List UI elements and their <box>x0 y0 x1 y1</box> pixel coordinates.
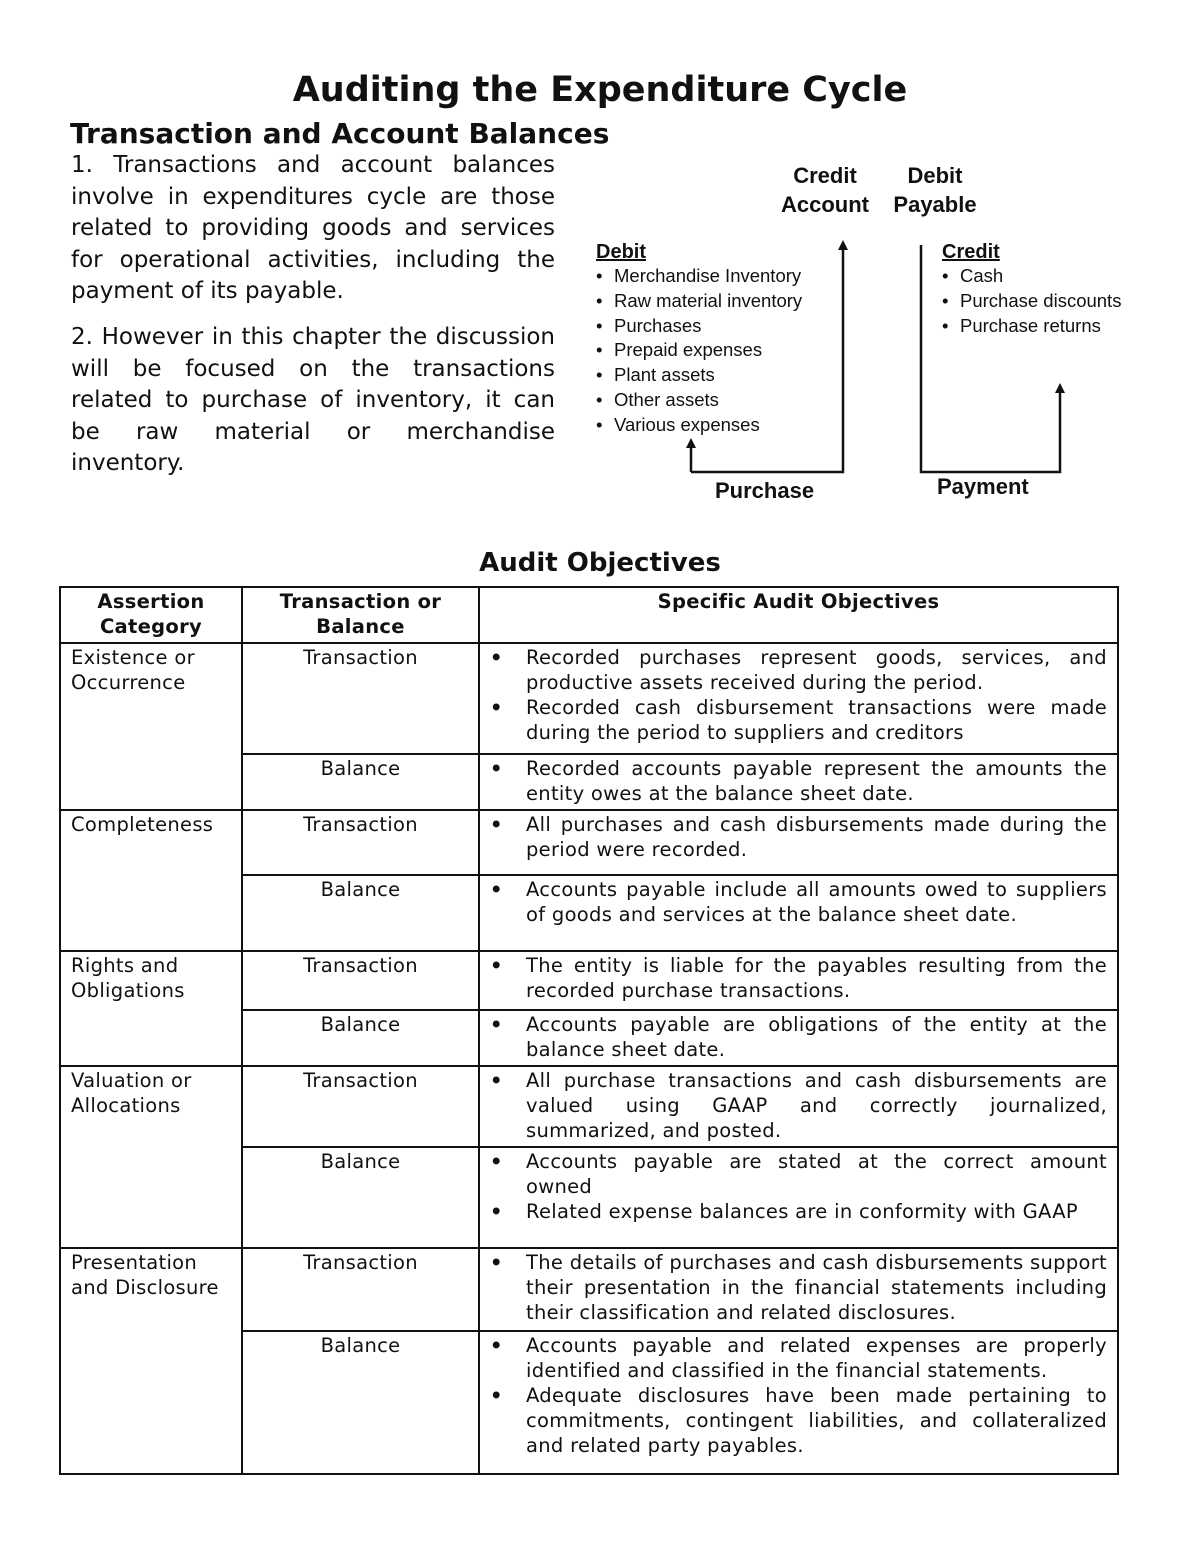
table-row <box>60 810 1118 875</box>
table-header-row <box>60 587 1118 643</box>
debit-item: • Various expenses <box>596 413 802 438</box>
table-row <box>60 1248 1118 1331</box>
credit-title: Credit <box>942 241 1000 263</box>
objective-item: • All purchases and cash disbursements made during the period were recorded. <box>490 812 1107 862</box>
objectives-cell <box>479 1331 1118 1474</box>
objectives-cell <box>479 754 1118 810</box>
objective-item: • Accounts payable are obligations of the entity at the balance sheet date. <box>490 1012 1107 1062</box>
credit-item: • Cash <box>942 264 1121 289</box>
objectives-cell <box>479 951 1118 1010</box>
debit-payable-label <box>885 161 985 219</box>
objectives-cell <box>479 1066 1118 1147</box>
type-cell: Balance <box>242 754 479 810</box>
objective-item: • Accounts payable and related expenses are properly identified and classified in the financial statements. <box>490 1333 1107 1383</box>
paragraph-1: 1. Transactions and account balances involve in expenditures cycle are those related to providing goods and services for operational activities, including the payment of its payable. <box>71 152 555 304</box>
header-specific-objectives: Specific Audit Objectives <box>479 587 1118 643</box>
objective-item: • Recorded accounts payable represent the amounts the entity owes at the balance sheet date. <box>490 756 1107 806</box>
type-cell: Transaction <box>242 1066 479 1147</box>
objective-item: • Accounts payable are stated at the correct amount owned <box>490 1149 1107 1199</box>
credit-account-line-2: Account <box>781 192 869 217</box>
type-cell: Balance <box>242 1147 479 1248</box>
table-row <box>60 643 1118 754</box>
objective-item: • The details of purchases and cash disbursements support their presentation in the financial statements including their classification and related disclosures. <box>490 1250 1107 1325</box>
credit-item: • Purchase returns <box>942 314 1121 339</box>
expenditure-flow-diagram <box>585 155 1160 515</box>
objective-item: • The entity is liable for the payables resulting from the recorded purchase transactions. <box>490 953 1107 1003</box>
objective-item: • Recorded cash disbursement transactions were made during the period to suppliers and creditors <box>490 695 1107 745</box>
objective-item: • All purchase transactions and cash disbursements are valued using GAAP and correctly journalized, summarized, and posted. <box>490 1068 1107 1143</box>
header-assertion-category: Assertion Category <box>60 587 242 643</box>
objective-item: • Accounts payable include all amounts owed to suppliers of goods and services at the balance sheet date. <box>490 877 1107 927</box>
table-row <box>60 1066 1118 1147</box>
page-title: Auditing the Expenditure Cycle <box>292 70 908 110</box>
type-cell: Transaction <box>242 951 479 1010</box>
debit-title: Debit <box>596 241 646 263</box>
objective-item: • Adequate disclosures have been made pertaining to commitments, contingent liabilities, and collateralized and related party payables. <box>490 1383 1107 1458</box>
section-heading-balances: Transaction and Account Balances <box>70 117 610 150</box>
credit-account-label <box>775 161 875 219</box>
objectives-cell <box>479 1147 1118 1248</box>
assertion-category-cell: Completeness <box>60 810 242 951</box>
paragraph-2: 2. However in this chapter the discussion will be focused on the transactions related to purchase of inventory, it can be raw material or merchandise inventory. <box>71 324 555 476</box>
debit-item: • Other assets <box>596 388 802 413</box>
type-cell: Transaction <box>242 810 479 875</box>
credit-account-line-1: Credit <box>793 163 857 188</box>
type-cell: Balance <box>242 1331 479 1474</box>
assertion-category-cell: Existence or Occurrence <box>60 643 242 810</box>
assertion-category-cell: Valuation or Allocations <box>60 1066 242 1248</box>
debit-payable-line-1: Debit <box>907 163 963 188</box>
objective-item: • Recorded purchases represent goods, services, and productive assets received during the period. <box>490 645 1107 695</box>
credit-item: • Purchase discounts <box>942 289 1121 314</box>
objectives-cell <box>479 1248 1118 1331</box>
objectives-cell <box>479 875 1118 951</box>
objectives-cell <box>479 810 1118 875</box>
objectives-cell <box>479 643 1118 754</box>
purchase-label: Purchase <box>715 478 815 503</box>
debit-item: • Plant assets <box>596 363 802 388</box>
type-cell: Balance <box>242 1010 479 1066</box>
credit-items <box>942 264 1121 338</box>
objective-item: • Related expense balances are in conformity with GAAP <box>490 1199 1107 1224</box>
type-cell: Transaction <box>242 643 479 754</box>
debit-item: • Merchandise Inventory <box>596 264 802 289</box>
audit-objectives-table <box>59 586 1119 1475</box>
debit-column <box>596 241 802 438</box>
debit-items <box>596 264 802 438</box>
table-row <box>60 951 1118 1010</box>
header-transaction-or-balance: Transaction or Balance <box>242 587 479 643</box>
payment-label: Payment <box>937 474 1029 499</box>
debit-item: • Prepaid expenses <box>596 338 802 363</box>
debit-item: • Raw material inventory <box>596 289 802 314</box>
debit-item: • Purchases <box>596 314 802 339</box>
objectives-cell <box>479 1010 1118 1066</box>
type-cell: Balance <box>242 875 479 951</box>
type-cell: Transaction <box>242 1248 479 1331</box>
assertion-category-cell: Presentation and Disclosure <box>60 1248 242 1474</box>
debit-payable-line-2: Payable <box>893 192 977 217</box>
credit-column <box>942 241 1121 338</box>
assertion-category-cell: Rights and Obligations <box>60 951 242 1066</box>
audit-objectives-heading: Audit Objectives <box>479 548 721 578</box>
